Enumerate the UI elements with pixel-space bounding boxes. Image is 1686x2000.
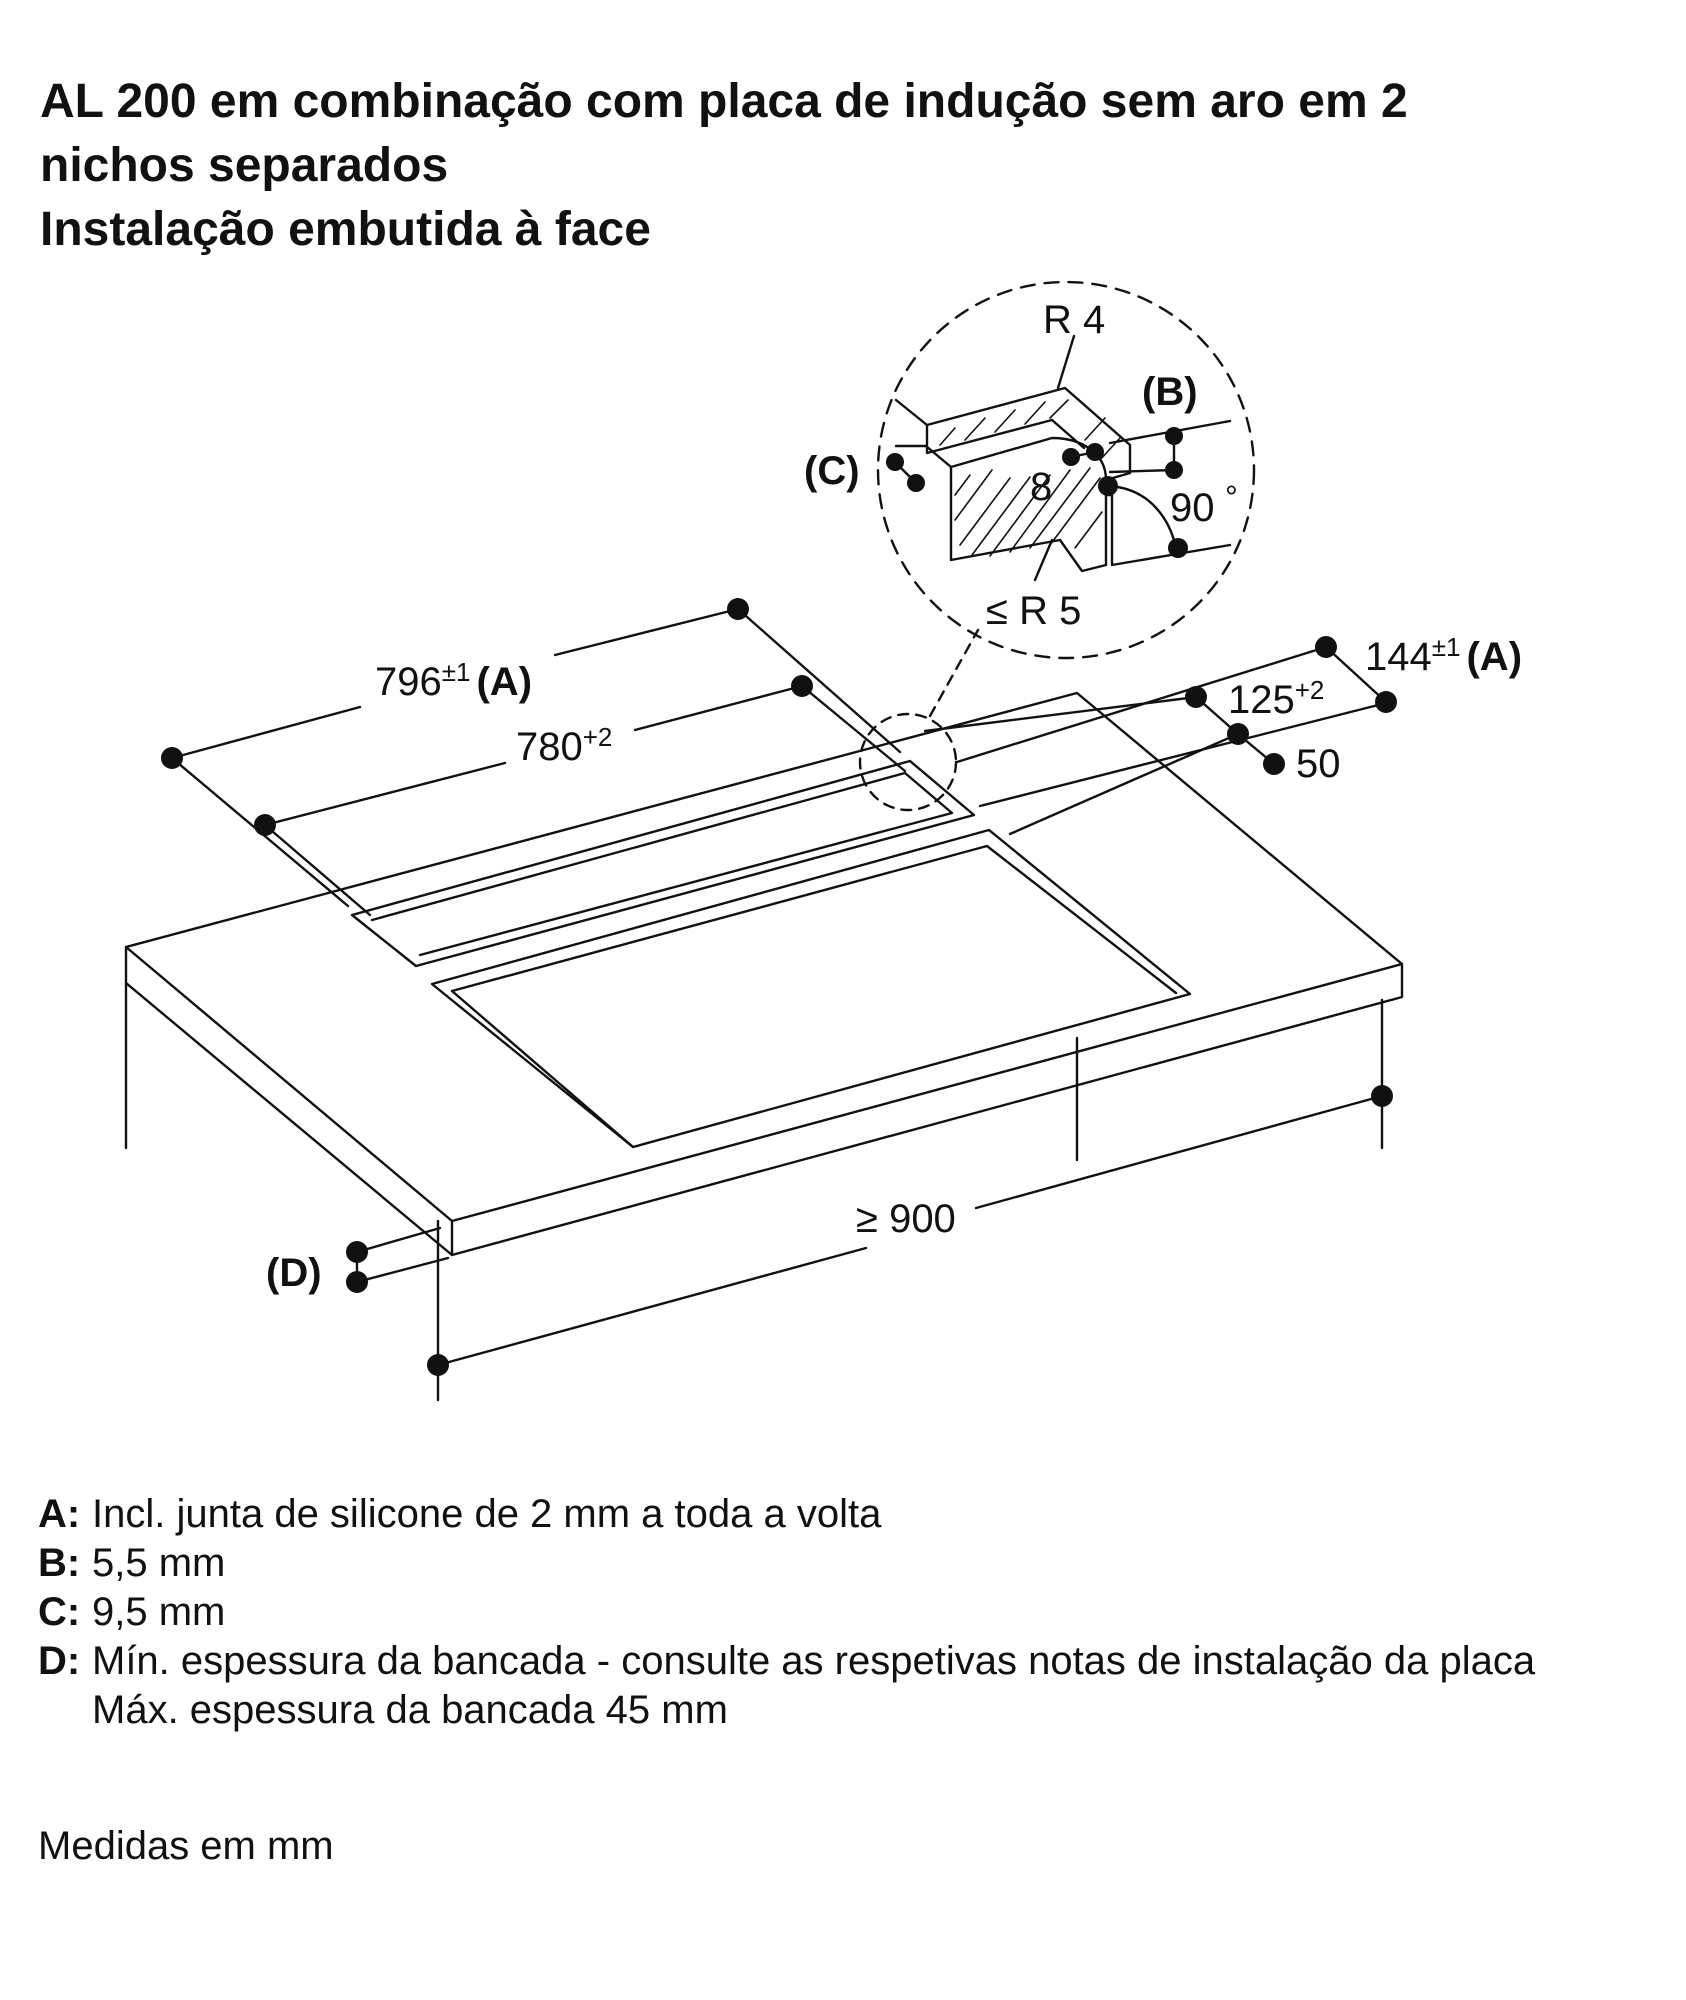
- dim-125-ext-front: [1010, 734, 1238, 834]
- title-line-3: Instalação embutida à face: [40, 203, 651, 256]
- downdraft-niche-outer: [352, 761, 974, 966]
- dim-125-value: 125: [1228, 678, 1295, 722]
- units-note: Medidas em mm: [38, 1824, 334, 1868]
- dim-780-value: 780: [516, 725, 583, 769]
- dim-796-tol: ±1: [441, 657, 471, 687]
- detail-profile-top: [927, 420, 1084, 453]
- dim-d-ext-top: [357, 1228, 440, 1252]
- svg-text:144±1(A): [1365, 632, 1522, 679]
- dim-780-ext-left: [265, 825, 370, 915]
- title-line-2: nichos separados: [40, 139, 449, 192]
- dim-125-label: [1228, 675, 1324, 722]
- dim-780-line-right: [635, 686, 802, 730]
- dim-144-tol: ±1: [1431, 632, 1461, 662]
- dim-796-ext-right: [738, 609, 900, 752]
- detail-section-outline: [896, 388, 1130, 571]
- legend-text-d: [92, 1637, 1638, 1735]
- dim-144-label: [1365, 632, 1522, 679]
- svg-text:125+2: [1228, 675, 1324, 722]
- dim-796-value: 796: [375, 660, 442, 704]
- dim-144-value: 144: [1365, 635, 1432, 679]
- legend-item-d: [38, 1637, 1638, 1735]
- legend-key-c: C:: [38, 1590, 81, 1634]
- legend-text-b: 5,5 mm: [92, 1541, 226, 1585]
- label-r5: ≤ R 5: [986, 589, 1082, 633]
- dim-125-ext: [925, 697, 1196, 731]
- dim-780-line-left: [265, 763, 505, 825]
- dim-796-line-left: [172, 707, 360, 758]
- detail-profile-curve: [951, 438, 1106, 480]
- svg-text:796±1(A): [375, 657, 532, 704]
- legend-item-a: [38, 1490, 1638, 1539]
- dim-d-ext-bottom: [357, 1258, 448, 1282]
- legend-item-c: [38, 1588, 1638, 1637]
- title-line-1: AL 200 em combinação com placa de indução sem aro em 2: [40, 75, 1408, 128]
- detail-leader-line: [930, 630, 978, 716]
- dim-144-ref: (A): [1466, 635, 1523, 679]
- legend-text-c: 9,5 mm: [92, 1590, 226, 1634]
- dim-796-line-right: [555, 609, 738, 655]
- legend-item-b: [38, 1539, 1638, 1588]
- dim-900-line-left: [438, 1248, 866, 1365]
- r5-leader: [1035, 540, 1052, 580]
- legend: [38, 1490, 1638, 1735]
- dim-780-label: [516, 722, 612, 769]
- dim-125-tol: +2: [1294, 675, 1325, 705]
- label-8: 8: [1030, 465, 1053, 509]
- label-b: (B): [1142, 370, 1198, 414]
- angle-arc: [1108, 486, 1176, 548]
- hob-niche-inner: [452, 846, 1176, 1147]
- dim-50-label: 50: [1296, 742, 1341, 786]
- label-90: 90: [1170, 486, 1215, 530]
- label-degree: °: [1225, 479, 1238, 515]
- legend-key-b: B:: [38, 1541, 81, 1585]
- dim-900-label: ≥ 900: [856, 1197, 956, 1241]
- label-r4: R 4: [1043, 298, 1106, 342]
- dim-900-line-right: [976, 1096, 1382, 1208]
- legend-key-a: A:: [38, 1492, 81, 1536]
- legend-text-a: Incl. junta de silicone de 2 mm a toda a volta: [92, 1492, 882, 1536]
- svg-text:780+2: [516, 722, 612, 769]
- dim-796-ref: (A): [476, 660, 533, 704]
- dim-d-label: (D): [266, 1251, 322, 1295]
- legend-text-d-line-1: Mín. espessura da bancada - consulte as respetivas notas de instalação da placa: [92, 1639, 1536, 1683]
- dim-780-tol: +2: [582, 722, 613, 752]
- r4-leader: [1058, 336, 1074, 388]
- countertop-outline: [126, 693, 1402, 1255]
- label-c: (C): [804, 449, 860, 493]
- dim-780-ext-right: [802, 686, 905, 771]
- dim-796-label: [375, 657, 532, 704]
- legend-key-d: D:: [38, 1639, 81, 1683]
- legend-text-d-line-2: Máx. espessura da bancada 45 mm: [92, 1688, 728, 1732]
